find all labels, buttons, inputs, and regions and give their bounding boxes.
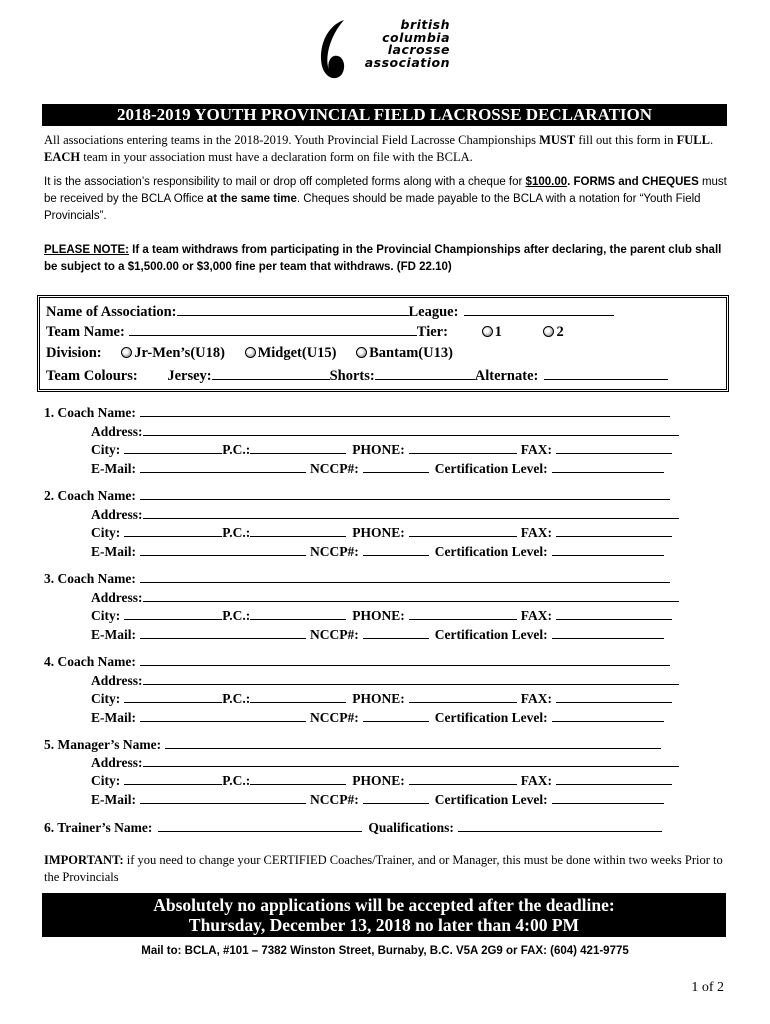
city-label: City:: [91, 442, 121, 457]
coach-3-email-row: [91, 624, 664, 644]
phone-field[interactable]: [409, 439, 517, 454]
section-label: 5. Manager’s Name:: [44, 737, 162, 752]
emphasis: EACH: [44, 150, 81, 164]
coach-4-address-row: [91, 670, 679, 690]
nccp-label: NCCP#:: [310, 792, 359, 807]
division-option-label: Bantam(U13): [369, 345, 453, 361]
certification-field[interactable]: [552, 458, 664, 473]
manager-name-row: [44, 734, 661, 754]
nccp-field[interactable]: [363, 707, 429, 722]
trainer-row: [44, 817, 662, 837]
city-field[interactable]: [124, 688, 222, 703]
fax-field[interactable]: [556, 522, 672, 537]
phone-label: PHONE:: [352, 608, 405, 623]
address-field[interactable]: [143, 504, 679, 519]
certification-field[interactable]: [552, 624, 664, 639]
fax-label: FAX:: [520, 691, 553, 706]
bantam-radio[interactable]: [356, 347, 367, 358]
coach-4-city-row: [91, 688, 672, 708]
midget-radio[interactable]: [245, 347, 256, 358]
address-label: Address:: [91, 590, 143, 605]
name-field[interactable]: [140, 568, 670, 583]
deadline-line-2: Thursday, December 13, 2018 no later than 4:00 PM: [188, 915, 580, 935]
coach-1-city-row: [91, 439, 672, 459]
note-label: PLEASE NOTE:: [44, 244, 129, 256]
city-label: City:: [91, 608, 121, 623]
coach-3-city-row: [91, 605, 672, 625]
shorts-field[interactable]: [375, 365, 475, 380]
mail-to-address: Mail to: BCLA, #101 – 7382 Winston Street, Burnaby, B.C. V5A 2G9 or FAX: (604) 421-9775: [141, 945, 629, 957]
lacrosse-stick-icon: [316, 18, 356, 84]
name-field[interactable]: [140, 402, 670, 417]
important-note: [44, 852, 734, 886]
certification-label: Certification Level:: [434, 544, 548, 559]
fax-label: FAX:: [520, 442, 553, 457]
nccp-label: NCCP#:: [310, 710, 359, 725]
jr-mens-radio[interactable]: [121, 347, 132, 358]
logo-line: association: [364, 54, 450, 70]
coach-2-city-row: [91, 522, 672, 542]
city-field[interactable]: [124, 439, 222, 454]
emphasis: FULL: [676, 133, 710, 147]
certification-label: Certification Level:: [434, 792, 548, 807]
logo-line: british: [400, 17, 450, 32]
address-field[interactable]: [143, 421, 679, 436]
coach-1-address-row: [91, 421, 679, 441]
fax-label: FAX:: [520, 608, 553, 623]
city-field[interactable]: [124, 770, 222, 785]
tier-option-label: 2: [556, 324, 564, 340]
section-label: 1. Coach Name:: [44, 405, 136, 420]
email-field[interactable]: [140, 541, 306, 556]
text: team in your association must have a declaration form on file with the BCLA.: [80, 150, 473, 164]
email-label: E-Mail:: [91, 544, 136, 559]
text: It is the association’s responsibility to mail or drop off completed forms along with a cheque for: [44, 176, 526, 188]
tier-option-label: 1: [494, 324, 502, 340]
emphasis: FORMS and CHEQUES: [573, 176, 699, 188]
logo-line: columbia: [382, 29, 450, 45]
tier-2-radio[interactable]: [543, 326, 554, 337]
trainer-name-field[interactable]: [158, 817, 362, 832]
coach-3-address-row: [91, 587, 679, 607]
intro-paragraph-2: [44, 174, 734, 225]
phone-label: PHONE:: [352, 691, 405, 706]
nccp-field[interactable]: [363, 789, 429, 804]
fax-field[interactable]: [556, 605, 672, 620]
team-colours-label: Team Colours:: [46, 368, 138, 384]
shorts-label: Shorts:: [329, 368, 375, 384]
coach-2-name-row: [44, 485, 670, 505]
address-label: Address:: [91, 424, 143, 439]
form-title: 2018-2019 YOUTH PROVINCIAL FIELD LACROSSE DECLARATION: [42, 104, 727, 126]
address-field[interactable]: [143, 587, 679, 602]
coach-2-address-row: [91, 504, 679, 524]
address-field[interactable]: [143, 670, 679, 685]
certification-field[interactable]: [552, 541, 664, 556]
pc-label: P.C.:: [222, 442, 251, 457]
phone-field[interactable]: [409, 522, 517, 537]
league-field[interactable]: [464, 301, 614, 316]
deadline-banner: [42, 893, 726, 937]
league-label: League:: [408, 304, 459, 320]
please-note: [44, 242, 734, 276]
team-name-label: Team Name:: [46, 324, 125, 340]
certification-label: Certification Level:: [434, 461, 548, 476]
email-label: E-Mail:: [91, 710, 136, 725]
email-field[interactable]: [140, 624, 306, 639]
fee-amount: $100.00: [525, 176, 568, 188]
division-row: [46, 343, 453, 363]
text: All associations entering teams in the 2018-2019. Youth Provincial Field Lacrosse Championships: [44, 133, 540, 147]
association-row: [46, 301, 614, 322]
tier-label: Tier:: [416, 324, 448, 340]
text: must be received by the BCLA Office: [44, 176, 727, 205]
email-label: E-Mail:: [91, 792, 136, 807]
division-option-label: Jr-Men’s(U18): [134, 345, 225, 361]
team-name-row: [46, 321, 564, 342]
jersey-label: Jersey:: [167, 368, 212, 384]
manager-city-row: [91, 770, 672, 790]
fax-label: FAX:: [520, 773, 553, 788]
qualifications-label: Qualifications:: [368, 820, 454, 835]
pc-label: P.C.:: [222, 773, 251, 788]
city-label: City:: [91, 691, 121, 706]
coach-1-name-row: [44, 402, 670, 422]
association-field[interactable]: [177, 301, 409, 316]
coach-4-email-row: [91, 707, 664, 727]
phone-label: PHONE:: [352, 525, 405, 540]
pc-field[interactable]: [250, 439, 346, 454]
phone-field[interactable]: [409, 770, 517, 785]
pc-field[interactable]: [250, 770, 346, 785]
text: fill out this form in: [575, 133, 677, 147]
address-label: Address:: [91, 755, 143, 770]
text: .: [709, 133, 714, 147]
coach-2-email-row: [91, 541, 664, 561]
pc-label: P.C.:: [222, 525, 251, 540]
nccp-label: NCCP#:: [310, 544, 359, 559]
nccp-field[interactable]: [363, 541, 429, 556]
nccp-field[interactable]: [363, 458, 429, 473]
coach-3-name-row: [44, 568, 670, 588]
certification-field[interactable]: [552, 707, 664, 722]
section-label: 2. Coach Name:: [44, 488, 136, 503]
page-number: 1 of 2: [691, 980, 724, 995]
city-label: City:: [91, 525, 121, 540]
important-text: if you need to change your CERTIFIED Coaches/Trainer, and or Manager, this must be done within two weeks Prior to the Provincials: [44, 853, 723, 884]
association-label: Name of Association:: [46, 304, 177, 320]
certification-field[interactable]: [552, 789, 664, 804]
text: .: [567, 176, 574, 188]
text: . Cheques should be made payable to the BCLA with a notation for “Youth Field Provincials”.: [44, 193, 701, 222]
manager-address-row: [91, 752, 679, 772]
email-field[interactable]: [140, 707, 306, 722]
logo-text: [352, 19, 450, 69]
address-label: Address:: [91, 673, 143, 688]
email-field[interactable]: [140, 458, 306, 473]
tier-1-radio[interactable]: [482, 326, 493, 337]
city-field[interactable]: [124, 605, 222, 620]
phone-label: PHONE:: [352, 773, 405, 788]
email-label: E-Mail:: [91, 627, 136, 642]
email-label: E-Mail:: [91, 461, 136, 476]
alternate-field[interactable]: [544, 365, 668, 380]
city-field[interactable]: [124, 522, 222, 537]
coach-1-email-row: [91, 458, 664, 478]
fax-field[interactable]: [556, 688, 672, 703]
team-colours-row: [46, 365, 668, 386]
certification-label: Certification Level:: [434, 627, 548, 642]
division-label: Division:: [46, 345, 102, 361]
section-label: 3. Coach Name:: [44, 571, 136, 586]
address-label: Address:: [91, 507, 143, 522]
city-label: City:: [91, 773, 121, 788]
fax-field[interactable]: [556, 439, 672, 454]
name-field[interactable]: [165, 734, 661, 749]
bcla-logo: [316, 18, 456, 84]
nccp-label: NCCP#:: [310, 627, 359, 642]
phone-field[interactable]: [409, 688, 517, 703]
fax-label: FAX:: [520, 525, 553, 540]
pc-field[interactable]: [250, 605, 346, 620]
name-field[interactable]: [140, 485, 670, 500]
coach-4-name-row: [44, 651, 670, 671]
team-name-field[interactable]: [129, 321, 417, 336]
logo-line: lacrosse: [387, 42, 450, 57]
important-label: IMPORTANT:: [44, 853, 124, 867]
jersey-field[interactable]: [212, 365, 330, 380]
intro-paragraph-1: [44, 132, 734, 166]
trainer-label: 6. Trainer’s Name:: [44, 820, 153, 835]
phone-field[interactable]: [409, 605, 517, 620]
address-field[interactable]: [143, 752, 679, 767]
pc-label: P.C.:: [222, 608, 251, 623]
pc-label: P.C.:: [222, 691, 251, 706]
certification-label: Certification Level:: [434, 710, 548, 725]
nccp-field[interactable]: [363, 624, 429, 639]
phone-label: PHONE:: [352, 442, 405, 457]
name-field[interactable]: [140, 651, 670, 666]
note-text: If a team withdraws from participating in the Provincial Championships after declaring, the parent club shall be subject to a $1,500.00 or $3,000 fine per team that withdraws. (FD 22.10): [44, 244, 722, 273]
alternate-label: Alternate:: [474, 368, 539, 384]
section-label: 4. Coach Name:: [44, 654, 136, 669]
pc-field[interactable]: [250, 522, 346, 537]
deadline-line-1: Absolutely no applications will be accepted after the deadline:: [153, 895, 615, 915]
manager-email-row: [91, 789, 664, 809]
emphasis: MUST: [539, 133, 576, 147]
division-option-label: Midget(U15): [257, 345, 337, 361]
qualifications-field[interactable]: [458, 817, 662, 832]
nccp-label: NCCP#:: [310, 461, 359, 476]
pc-field[interactable]: [250, 688, 346, 703]
fax-field[interactable]: [556, 770, 672, 785]
email-field[interactable]: [140, 789, 306, 804]
emphasis: at the same time: [206, 193, 297, 205]
